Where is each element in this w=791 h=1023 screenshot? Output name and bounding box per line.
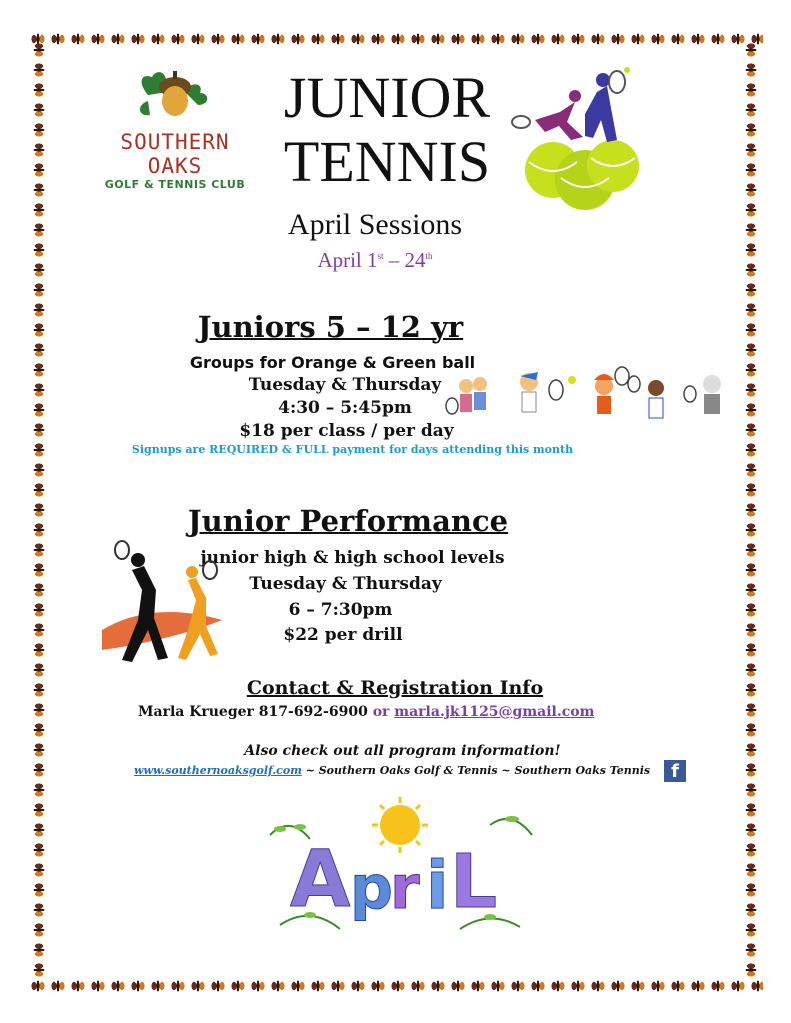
- facebook-icon[interactable]: f: [664, 760, 686, 782]
- logo-subtitle: GOLF & TENNIS CLUB: [104, 178, 246, 191]
- april-letter-a: A: [290, 835, 351, 925]
- info-tail: ~ Southern Oaks Golf & Tennis ~ Southern Oaks Tennis: [301, 764, 651, 777]
- top-border: [28, 28, 763, 50]
- contact-heading: Contact & Registration Info: [246, 677, 544, 699]
- april-art: [250, 795, 550, 945]
- logo-name: SOUTHERN OAKS: [120, 130, 230, 178]
- performance-heading: Junior Performance: [187, 504, 509, 538]
- sessions-title: April Sessions: [287, 208, 463, 241]
- juniors-heading: Juniors 5 – 12 yr: [197, 310, 464, 344]
- april-letter-i: i: [426, 847, 449, 924]
- cartoon-kids-image: [444, 362, 744, 432]
- contact-line: [138, 704, 668, 720]
- club-logo: [100, 65, 250, 191]
- left-border: [28, 40, 50, 980]
- info-heading: Also check out all program information!: [244, 743, 561, 759]
- info-line: [134, 764, 664, 777]
- signup-note: Signups are REQUIRED & FULL payment for days attending this month: [131, 443, 574, 456]
- title-junior: JUNIOR: [283, 65, 491, 130]
- juniors-days: Tuesday & Thursday: [248, 375, 442, 395]
- april-letter-p: p: [350, 853, 393, 923]
- performance-time: 6 – 7:30pm: [288, 600, 393, 620]
- silhouette-players-image: [92, 540, 242, 680]
- performance-days: Tuesday & Thursday: [249, 574, 442, 594]
- contact-name-phone: Marla Krueger 817-692-6900: [138, 704, 368, 720]
- session-dates: April 1st – 24th: [317, 248, 433, 272]
- juniors-time: 4:30 – 5:45pm: [278, 398, 412, 418]
- performance-levels: junior high & high school levels: [200, 548, 505, 568]
- title-tennis: TENNIS: [283, 129, 491, 194]
- tennis-players-balls-image: [505, 62, 705, 217]
- contact-email-link[interactable]: marla.jk1125@gmail.com: [394, 704, 595, 720]
- acorn-icon: [100, 65, 250, 127]
- right-border: [740, 40, 762, 980]
- website-link[interactable]: www.southernoaksgolf.com: [134, 764, 302, 777]
- juniors-price: $18 per class / per day: [239, 421, 454, 441]
- bottom-border: [28, 975, 763, 997]
- performance-price: $22 per drill: [283, 625, 403, 645]
- april-letter-l: L: [450, 839, 498, 925]
- contact-or: or: [367, 704, 395, 720]
- april-letter-r: r: [390, 853, 420, 923]
- juniors-groups: Groups for Orange & Green ball: [189, 353, 476, 372]
